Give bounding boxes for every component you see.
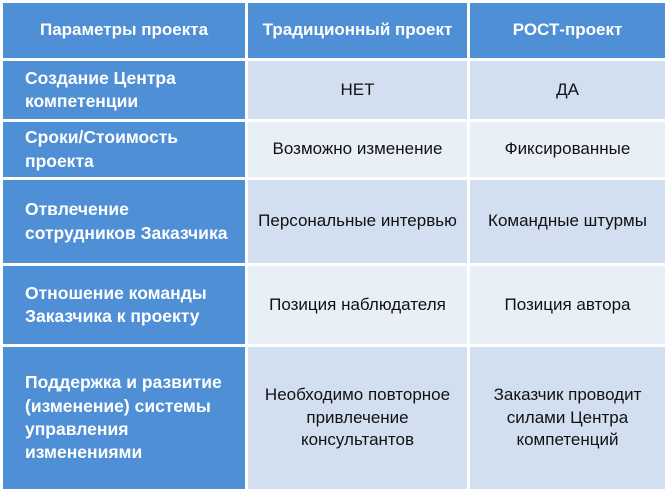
row-rost-value: ДА — [469, 60, 667, 121]
header-params: Параметры проекта — [2, 2, 247, 60]
header-traditional: Традиционный проект — [247, 2, 469, 60]
row-param: Отвлечение сотрудников Заказчика — [2, 178, 247, 265]
table-row — [2, 178, 667, 265]
header-rost: РОСТ-проект — [469, 2, 667, 60]
row-traditional-value: НЕТ — [247, 60, 469, 121]
row-rost-value: Заказчик проводит силами Центра компетенций — [469, 345, 667, 490]
table-row — [2, 121, 667, 178]
table-row — [2, 60, 667, 121]
row-traditional-value: Позиция наблюдателя — [247, 265, 469, 346]
row-traditional-value: Персональные интервью — [247, 178, 469, 265]
row-param: Сроки/Стоимость проекта — [2, 121, 247, 178]
table-row — [2, 345, 667, 490]
table-row — [2, 265, 667, 346]
row-param: Поддержка и развитие (изменение) системы управления изменениями — [2, 345, 247, 490]
row-rost-value: Командные штурмы — [469, 178, 667, 265]
row-rost-value: Фиксированные — [469, 121, 667, 178]
row-traditional-value: Необходимо повторное привлечение консультантов — [247, 345, 469, 490]
row-traditional-value: Возможно изменение — [247, 121, 469, 178]
row-param: Отношение команды Заказчика к проекту — [2, 265, 247, 346]
row-param: Создание Центра компетенции — [2, 60, 247, 121]
header-row — [2, 2, 667, 60]
row-rost-value: Позиция автора — [469, 265, 667, 346]
